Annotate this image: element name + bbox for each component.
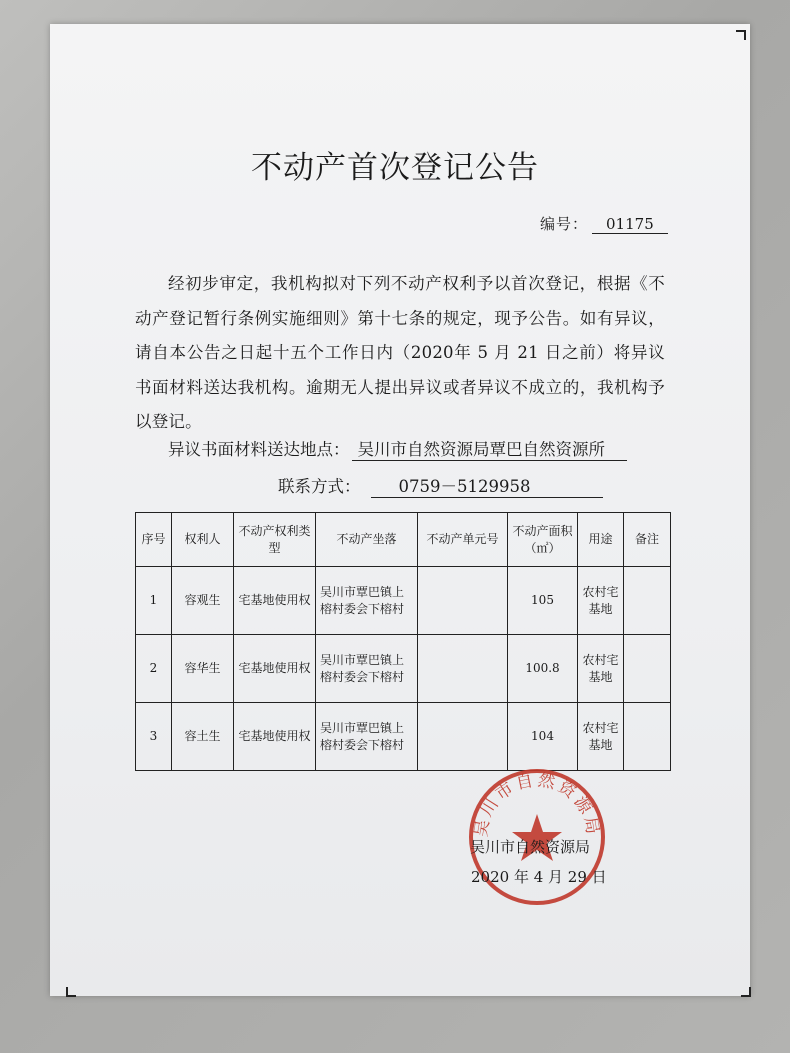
table-cell [624,635,671,703]
table-cell: 2 [136,635,172,703]
table-cell [624,567,671,635]
crop-mark [66,987,76,997]
signature-organization: 吴川市自然资源局 [470,838,591,856]
notice-body: 经初步审定，我机构拟对下列不动产权利予以首次登记，根据《不动产登记暂行条例实施细则》第十七条的规定，现予公告。如有异议，请自本公告之日起十五个工作日内（2020年 5 月 21 日之前）将异议书面材料送达我机构。逾期无人提出异议或者异议不成立的，我机构予以登记。 [135,274,665,431]
table-cell [418,703,508,771]
header-cell: 备注 [624,513,671,567]
page-title: 不动产首次登记公告 [251,150,539,186]
table-cell: 100.8 [508,635,578,703]
document-number-value: 01175 [592,215,668,234]
property-table [135,512,671,771]
table-cell: 容华生 [172,635,234,703]
document-number-label: 编号： [540,215,589,233]
table-cell [624,703,671,771]
table-cell: 3 [136,703,172,771]
crop-mark [736,30,746,40]
table-row [136,703,671,771]
document-number [540,213,668,234]
table-header-row [136,513,671,567]
contact-value: 0759－5129958 [371,473,603,498]
objection-address-label: 异议书面材料送达地点： [168,440,350,459]
table-cell: 104 [508,703,578,771]
contact-label: 联系方式： [278,477,361,496]
header-cell: 不动产坐落 [316,513,418,567]
table-cell [418,635,508,703]
header-cell: 用途 [578,513,624,567]
header-cell: 不动产权利类型 [234,513,316,567]
seal-text: 吴川市自然资源局 [471,770,603,839]
table-cell: 宅基地使用权 [234,703,316,771]
table-cell: 1 [136,567,172,635]
objection-address-value: 吴川市自然资源局覃巴自然资源所 [352,436,628,461]
table-cell: 宅基地使用权 [234,635,316,703]
contact-info [278,473,603,498]
table-cell: 宅基地使用权 [234,567,316,635]
table-cell [418,567,508,635]
table-row [136,567,671,635]
signature-date: 2020 年 4 月 29 日 [471,868,607,886]
header-cell: 序号 [136,513,172,567]
table-cell: 吴川市覃巴镇上榕村委会下榕村 [316,567,418,635]
crop-mark [741,987,751,997]
table-cell: 容观生 [172,567,234,635]
table-cell: 吴川市覃巴镇上榕村委会下榕村 [316,703,418,771]
table-row [136,635,671,703]
header-cell: 权利人 [172,513,234,567]
table-cell: 吴川市覃巴镇上榕村委会下榕村 [316,635,418,703]
header-cell: 不动产单元号 [418,513,508,567]
table-cell: 农村宅基地 [578,567,624,635]
table-cell: 容土生 [172,703,234,771]
header-cell: 不动产面积（㎡） [508,513,578,567]
table-cell: 105 [508,567,578,635]
objection-address [168,436,627,461]
table-cell: 农村宅基地 [578,703,624,771]
table-cell: 农村宅基地 [578,635,624,703]
